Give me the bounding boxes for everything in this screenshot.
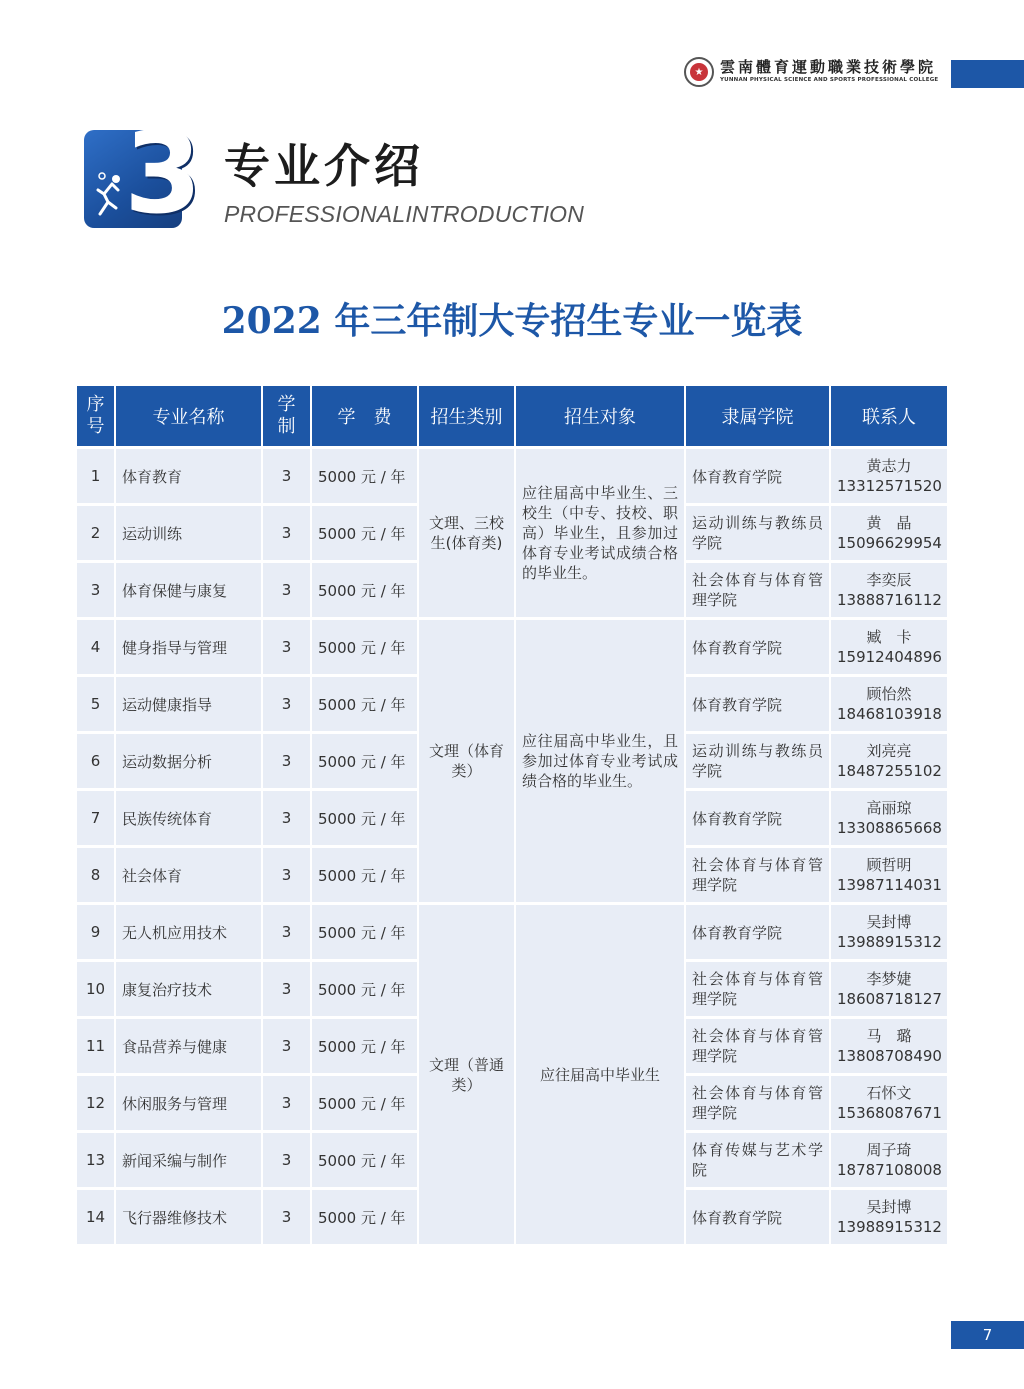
cell-seq: 11 xyxy=(77,1019,114,1073)
contact-name: 李奕辰 xyxy=(866,571,912,589)
header-contact: 联系人 xyxy=(831,386,947,446)
cell-contact xyxy=(831,1019,947,1073)
header-years: 学制 xyxy=(263,386,310,446)
contact-name: 顾哲明 xyxy=(866,856,912,874)
cell-name: 食品营养与健康 xyxy=(116,1019,261,1073)
cell-contact xyxy=(831,734,947,788)
cell-seq: 8 xyxy=(77,848,114,902)
contact-phone: 15368087671 xyxy=(837,1104,942,1122)
cell-school: 社会体育与体育管理学院 xyxy=(686,962,829,1016)
cell-fee: 5000 元 / 年 xyxy=(312,677,417,731)
contact-phone: 13988915312 xyxy=(837,933,942,951)
cell-name: 体育教育 xyxy=(116,449,261,503)
cell-school: 体育教育学院 xyxy=(686,620,829,674)
cell-years: 3 xyxy=(263,1133,310,1187)
cell-name: 康复治疗技术 xyxy=(116,962,261,1016)
contact-phone: 18468103918 xyxy=(837,705,942,723)
cell-contact xyxy=(831,962,947,1016)
cell-fee: 5000 元 / 年 xyxy=(312,1133,417,1187)
contact-name: 刘亮亮 xyxy=(866,742,912,760)
cell-school: 社会体育与体育管理学院 xyxy=(686,1076,829,1130)
cell-school: 社会体育与体育管理学院 xyxy=(686,1019,829,1073)
cell-name: 体育保健与康复 xyxy=(116,563,261,617)
cell-name: 飞行器维修技术 xyxy=(116,1190,261,1244)
cell-contact xyxy=(831,449,947,503)
college-header xyxy=(684,57,938,87)
cell-seq: 6 xyxy=(77,734,114,788)
cell-years: 3 xyxy=(263,734,310,788)
header-accent-bar xyxy=(951,60,1024,88)
cell-fee: 5000 元 / 年 xyxy=(312,449,417,503)
cell-category: 文理、三校生(体育类) xyxy=(419,449,514,617)
cell-fee: 5000 元 / 年 xyxy=(312,563,417,617)
cell-fee: 5000 元 / 年 xyxy=(312,1190,417,1244)
cell-fee: 5000 元 / 年 xyxy=(312,791,417,845)
header-name: 专业名称 xyxy=(116,386,261,446)
cell-name: 运动健康指导 xyxy=(116,677,261,731)
contact-name: 石怀文 xyxy=(866,1084,912,1102)
cell-contact xyxy=(831,1076,947,1130)
contact-name: 臧 卡 xyxy=(866,628,912,646)
cell-years: 3 xyxy=(263,1019,310,1073)
majors-table xyxy=(75,383,949,1247)
header-seq: 序号 xyxy=(77,386,114,446)
contact-name: 马 璐 xyxy=(866,1027,912,1045)
cell-years: 3 xyxy=(263,1076,310,1130)
cell-name: 民族传统体育 xyxy=(116,791,261,845)
cell-contact xyxy=(831,620,947,674)
college-name-cn: 雲南體育運動職業技術學院 xyxy=(720,58,937,77)
section-number: 3 xyxy=(124,109,202,239)
page-number: 7 xyxy=(951,1321,1024,1349)
cell-contact xyxy=(831,1133,947,1187)
cell-contact xyxy=(831,1190,947,1244)
cell-school: 社会体育与体育管理学院 xyxy=(686,848,829,902)
contact-name: 高丽琼 xyxy=(866,799,912,817)
table-row xyxy=(77,905,947,959)
cell-name: 健身指导与管理 xyxy=(116,620,261,674)
cell-years: 3 xyxy=(263,791,310,845)
cell-school: 体育教育学院 xyxy=(686,449,829,503)
cell-name: 无人机应用技术 xyxy=(116,905,261,959)
contact-name: 吴封博 xyxy=(866,1198,912,1216)
cell-name: 运动训练 xyxy=(116,506,261,560)
cell-contact xyxy=(831,848,947,902)
contact-name: 周子琦 xyxy=(866,1141,912,1159)
contact-phone: 13888716112 xyxy=(837,591,942,609)
cell-target: 应往届高中毕业生 xyxy=(516,905,684,1244)
contact-phone: 18787108008 xyxy=(837,1161,942,1179)
header-category: 招生类别 xyxy=(419,386,514,446)
cell-years: 3 xyxy=(263,563,310,617)
cell-category: 文理（体育类） xyxy=(419,620,514,902)
cell-name: 新闻采编与制作 xyxy=(116,1133,261,1187)
table-title: 2022 年三年制大专招生专业一览表 xyxy=(221,300,803,342)
cell-target: 应往届高中毕业生，且参加过体育专业考试成绩合格的毕业生。 xyxy=(516,620,684,902)
header-school: 隶属学院 xyxy=(686,386,829,446)
contact-phone: 15912404896 xyxy=(837,648,942,666)
cell-years: 3 xyxy=(263,848,310,902)
cell-years: 3 xyxy=(263,962,310,1016)
contact-name: 黄 晶 xyxy=(866,514,912,532)
cell-school: 运动训练与教练员学院 xyxy=(686,506,829,560)
cell-name: 休闲服务与管理 xyxy=(116,1076,261,1130)
cell-contact xyxy=(831,563,947,617)
cell-seq: 4 xyxy=(77,620,114,674)
cell-seq: 7 xyxy=(77,791,114,845)
contact-name: 黄志力 xyxy=(866,457,912,475)
cell-contact xyxy=(831,677,947,731)
cell-seq: 3 xyxy=(77,563,114,617)
cell-school: 社会体育与体育管理学院 xyxy=(686,563,829,617)
cell-seq: 1 xyxy=(77,449,114,503)
cell-years: 3 xyxy=(263,506,310,560)
table-header-row xyxy=(77,386,947,446)
college-name-en: YUNNAN PHYSICAL SCIENCE AND SPORTS PROFESSIONAL COLLEGE xyxy=(720,77,939,84)
cell-fee: 5000 元 / 年 xyxy=(312,905,417,959)
college-logo: ★ xyxy=(684,57,714,87)
section-title: 专业介绍 xyxy=(224,139,424,193)
cell-seq: 10 xyxy=(77,962,114,1016)
cell-fee: 5000 元 / 年 xyxy=(312,848,417,902)
cell-fee: 5000 元 / 年 xyxy=(312,734,417,788)
cell-school: 体育教育学院 xyxy=(686,791,829,845)
header-fee: 学 费 xyxy=(312,386,417,446)
athlete-icon xyxy=(90,172,124,218)
cell-seq: 9 xyxy=(77,905,114,959)
contact-name: 吴封博 xyxy=(866,913,912,931)
cell-years: 3 xyxy=(263,1190,310,1244)
cell-contact xyxy=(831,506,947,560)
cell-name: 运动数据分析 xyxy=(116,734,261,788)
cell-school: 体育教育学院 xyxy=(686,677,829,731)
cell-years: 3 xyxy=(263,620,310,674)
cell-fee: 5000 元 / 年 xyxy=(312,506,417,560)
contact-phone: 13988915312 xyxy=(837,1218,942,1236)
cell-seq: 2 xyxy=(77,506,114,560)
section-badge xyxy=(84,109,202,239)
cell-seq: 5 xyxy=(77,677,114,731)
cell-fee: 5000 元 / 年 xyxy=(312,962,417,1016)
contact-phone: 18608718127 xyxy=(837,990,942,1008)
cell-fee: 5000 元 / 年 xyxy=(312,1076,417,1130)
contact-phone: 13808708490 xyxy=(837,1047,942,1065)
contact-phone: 18487255102 xyxy=(837,762,942,780)
cell-name: 社会体育 xyxy=(116,848,261,902)
table-row xyxy=(77,620,947,674)
contact-phone: 15096629954 xyxy=(837,534,942,552)
table-row xyxy=(77,449,947,503)
cell-seq: 12 xyxy=(77,1076,114,1130)
contact-name: 顾怡然 xyxy=(866,685,912,703)
contact-phone: 13312571520 xyxy=(837,477,942,495)
cell-contact xyxy=(831,791,947,845)
cell-category: 文理（普通类） xyxy=(419,905,514,1244)
contact-name: 李梦婕 xyxy=(866,970,912,988)
cell-school: 体育教育学院 xyxy=(686,1190,829,1244)
contact-phone: 13987114031 xyxy=(837,876,942,894)
cell-years: 3 xyxy=(263,905,310,959)
cell-fee: 5000 元 / 年 xyxy=(312,620,417,674)
header-target: 招生对象 xyxy=(516,386,684,446)
cell-years: 3 xyxy=(263,677,310,731)
cell-school: 体育传媒与艺术学院 xyxy=(686,1133,829,1187)
cell-fee: 5000 元 / 年 xyxy=(312,1019,417,1073)
cell-school: 体育教育学院 xyxy=(686,905,829,959)
cell-target: 应往届高中毕业生、三校生（中专、技校、职高）毕业生，且参加过体育专业考试成绩合格的毕业生。 xyxy=(516,449,684,617)
cell-seq: 13 xyxy=(77,1133,114,1187)
cell-contact xyxy=(831,905,947,959)
cell-years: 3 xyxy=(263,449,310,503)
cell-seq: 14 xyxy=(77,1190,114,1244)
cell-school: 运动训练与教练员学院 xyxy=(686,734,829,788)
contact-phone: 13308865668 xyxy=(837,819,942,837)
section-subtitle: PROFESSIONALINTRODUCTION xyxy=(224,201,585,227)
